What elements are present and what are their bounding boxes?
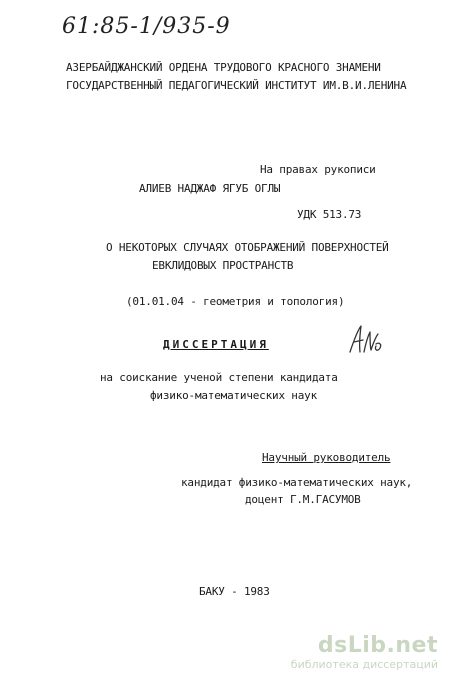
supervisor-name: доцент Г.М.ГАСУМОВ	[245, 493, 361, 506]
document-type-heading: ДИССЕРТАЦИЯ	[163, 338, 269, 351]
handwritten-signature	[346, 322, 386, 358]
institution-line-2: ГОСУДАРСТВЕННЫЙ ПЕДАГОГИЧЕСКИЙ ИНСТИТУТ ИМ.В.И.ЛЕНИНА	[66, 79, 407, 92]
watermark-subtitle: библиотека диссертаций	[290, 658, 438, 671]
dissertation-title-line-2: ЕВКЛИДОВЫХ ПРОСТРАНСТВ	[152, 259, 294, 272]
degree-line-2: физико-математических наук	[150, 389, 317, 402]
watermark-logo: dsLib.net	[317, 633, 438, 658]
author-name: АЛИЕВ НАДЖАФ ЯГУБ ОГЛЫ	[139, 182, 281, 195]
degree-line-1: на соискание ученой степени кандидата	[100, 371, 338, 384]
handwritten-catalog-code: 61:85-1/935-9	[62, 14, 231, 39]
watermark	[291, 634, 438, 671]
place-and-year: БАКУ - 1983	[199, 585, 270, 598]
manuscript-note: На правах рукописи	[260, 163, 376, 176]
udk-code: УДК 513.73	[297, 208, 362, 221]
supervisor-label: Научный руководитель	[262, 451, 391, 464]
supervisor-degree: кандидат физико-математических наук,	[181, 476, 413, 489]
institution-line-1: АЗЕРБАЙДЖАНСКИЙ ОРДЕНА ТРУДОВОГО КРАСНОГО ЗНАМЕНИ	[66, 61, 381, 74]
dissertation-title-line-1: О НЕКОТОРЫХ СЛУЧАЯХ ОТОБРАЖЕНИЙ ПОВЕРХНОСТЕЙ	[106, 241, 389, 254]
specialty-code: (01.01.04 - геометрия и топология)	[126, 295, 345, 308]
